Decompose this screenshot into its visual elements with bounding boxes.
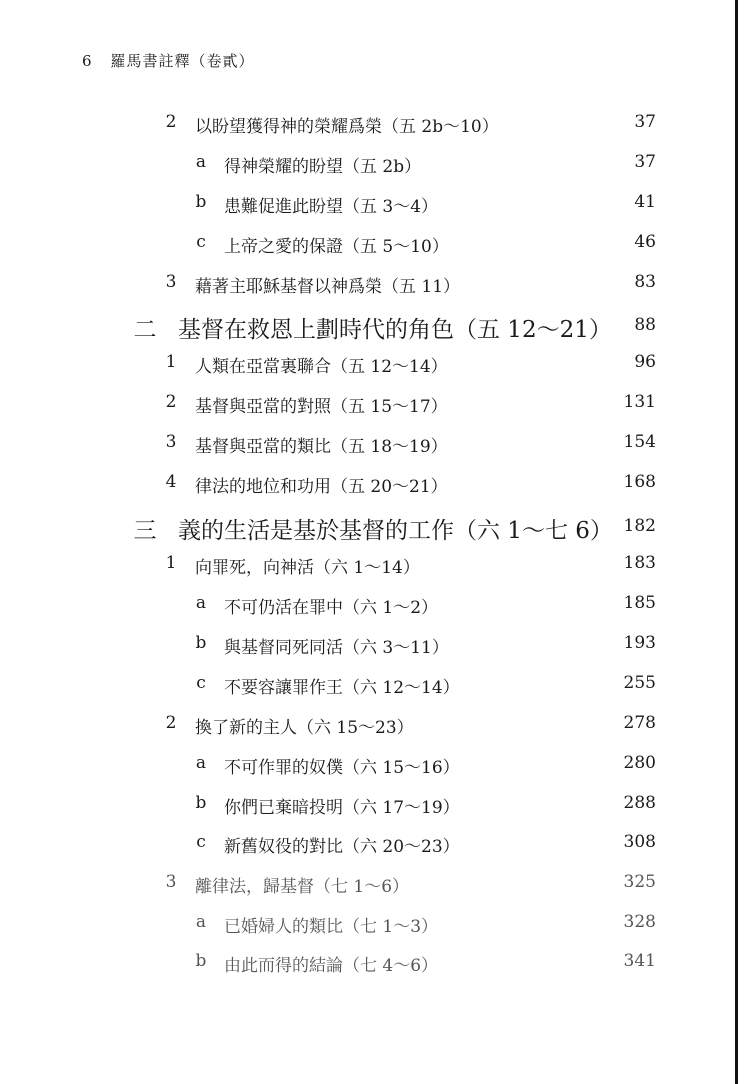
- toc-entry: [0, 872, 756, 902]
- toc-entry: [0, 432, 756, 462]
- toc-entry: [0, 472, 756, 502]
- toc-entry-title: 人類在亞當裏聯合（五 12～14）: [195, 357, 448, 377]
- toc-entry-page: 37: [634, 152, 656, 172]
- toc-entry-title: 已婚婦人的類比（七 1～3）: [224, 917, 439, 937]
- toc-entry: [0, 311, 756, 341]
- toc-entry-number: 三: [133, 518, 157, 544]
- toc-entry: [0, 553, 756, 583]
- toc-entry-number: b: [195, 633, 207, 653]
- toc-entry-title: 患難促進此盼望（五 3～4）: [224, 197, 439, 217]
- toc-entry: [0, 232, 756, 262]
- toc-entry-number: c: [196, 232, 206, 252]
- toc-entry-title: 以盼望獲得神的榮耀爲榮（五 2b～10）: [195, 117, 499, 137]
- toc-entry: [0, 951, 756, 981]
- toc-entry-title: 不要容讓罪作王（六 12～14）: [224, 678, 460, 698]
- header-page-number: 6: [82, 52, 93, 70]
- toc-entry-number: 2: [165, 392, 177, 412]
- toc-entry-title: 藉著主耶穌基督以神爲榮（五 11）: [195, 277, 461, 297]
- toc-entry-number: 二: [133, 317, 157, 343]
- toc-entry-page: 168: [623, 472, 656, 492]
- toc-entry-number: a: [195, 152, 207, 172]
- toc-entry: [0, 753, 756, 783]
- toc-entry-title: 義的生活是基於基督的工作（六 1～七 6）: [178, 518, 613, 544]
- toc-entry-title: 得神榮耀的盼望（五 2b）: [224, 157, 422, 177]
- toc-entry-number: a: [195, 753, 207, 773]
- toc-entry-number: 2: [165, 713, 177, 733]
- toc-entry: [0, 352, 756, 382]
- toc-entry: [0, 713, 756, 743]
- toc-entry: [0, 593, 756, 623]
- toc-entry-title: 不可作罪的奴僕（六 15～16）: [224, 758, 460, 778]
- toc-entry-page: 193: [623, 633, 656, 653]
- toc-entry-number: 4: [165, 472, 177, 492]
- toc-entry-page: 182: [623, 516, 656, 536]
- toc-entry-title: 換了新的主人（六 15～23）: [195, 718, 414, 738]
- toc-entry-title: 上帝之愛的保證（五 5～10）: [224, 237, 449, 257]
- toc-entry-number: b: [195, 793, 207, 813]
- toc-entry-page: 83: [634, 272, 656, 292]
- toc-entry-title: 由此而得的結論（七 4～6）: [224, 956, 439, 976]
- toc-entry-number: a: [195, 912, 207, 932]
- toc-entry-number: 3: [165, 272, 177, 292]
- toc-entry-number: 1: [165, 352, 177, 372]
- toc-entry-number: c: [196, 832, 206, 852]
- toc-entry: [0, 832, 756, 862]
- toc-entry-page: 88: [634, 315, 656, 335]
- toc-entry-number: 1: [165, 553, 177, 573]
- toc-entry: [0, 152, 756, 182]
- toc-entry-page: 288: [623, 793, 656, 813]
- toc-entry-title: 律法的地位和功用（五 20～21）: [195, 477, 448, 497]
- toc-entry: [0, 192, 756, 222]
- header-book-title: 羅馬書註釋（卷貳）: [110, 52, 255, 70]
- toc-entry-page: 46: [634, 232, 656, 252]
- toc-entry: [0, 673, 756, 703]
- toc-entry-title: 向罪死，向神活（六 1～14）: [195, 558, 420, 578]
- toc-entry-title: 基督在救恩上劃時代的角色（五 12～21）: [178, 317, 612, 343]
- toc-entry: [0, 912, 756, 942]
- toc-entry-page: 96: [634, 352, 656, 372]
- toc-entry-title: 不可仍活在罪中（六 1～2）: [224, 598, 439, 618]
- toc-entry-title: 新舊奴役的對比（六 20～23）: [224, 837, 460, 857]
- toc-entry: [0, 272, 756, 302]
- toc-entry: [0, 112, 756, 142]
- toc-entry-number: c: [196, 673, 206, 693]
- toc-entry-number: 2: [165, 112, 177, 132]
- toc-entry: [0, 633, 756, 663]
- toc-entry-page: 341: [623, 951, 656, 971]
- toc-entry-number: b: [195, 192, 207, 212]
- toc-entry-page: 328: [623, 912, 656, 932]
- page-edge-line: [735, 0, 738, 1084]
- toc-entry-page: 37: [634, 112, 656, 132]
- toc-entry-title: 基督與亞當的對照（五 15～17）: [195, 397, 448, 417]
- toc-entry-page: 154: [623, 432, 656, 452]
- toc-entry-title: 你們已棄暗投明（六 17～19）: [224, 798, 460, 818]
- toc-entry-number: b: [195, 951, 207, 971]
- toc-entry-number: a: [195, 593, 207, 613]
- toc-entry-number: 3: [165, 872, 177, 892]
- toc-entry-page: 308: [623, 832, 656, 852]
- running-header: [82, 50, 255, 71]
- toc-entry-title: 與基督同死同活（六 3～11）: [224, 638, 449, 658]
- toc-entry-page: 41: [634, 192, 656, 212]
- toc-entry-page: 278: [623, 713, 656, 733]
- toc-entry-page: 325: [623, 872, 656, 892]
- toc-entry-page: 280: [623, 753, 656, 773]
- toc-entry-page: 131: [623, 392, 656, 412]
- toc-entry-title: 離律法，歸基督（七 1～6）: [195, 877, 410, 897]
- toc-entry-number: 3: [165, 432, 177, 452]
- toc-entry: [0, 392, 756, 422]
- toc-entry: [0, 793, 756, 823]
- toc-entry-title: 基督與亞當的類比（五 18～19）: [195, 437, 448, 457]
- toc-entry: [0, 512, 756, 542]
- toc-entry-page: 185: [623, 593, 656, 613]
- toc-entry-page: 183: [623, 553, 656, 573]
- toc-entry-page: 255: [623, 673, 656, 693]
